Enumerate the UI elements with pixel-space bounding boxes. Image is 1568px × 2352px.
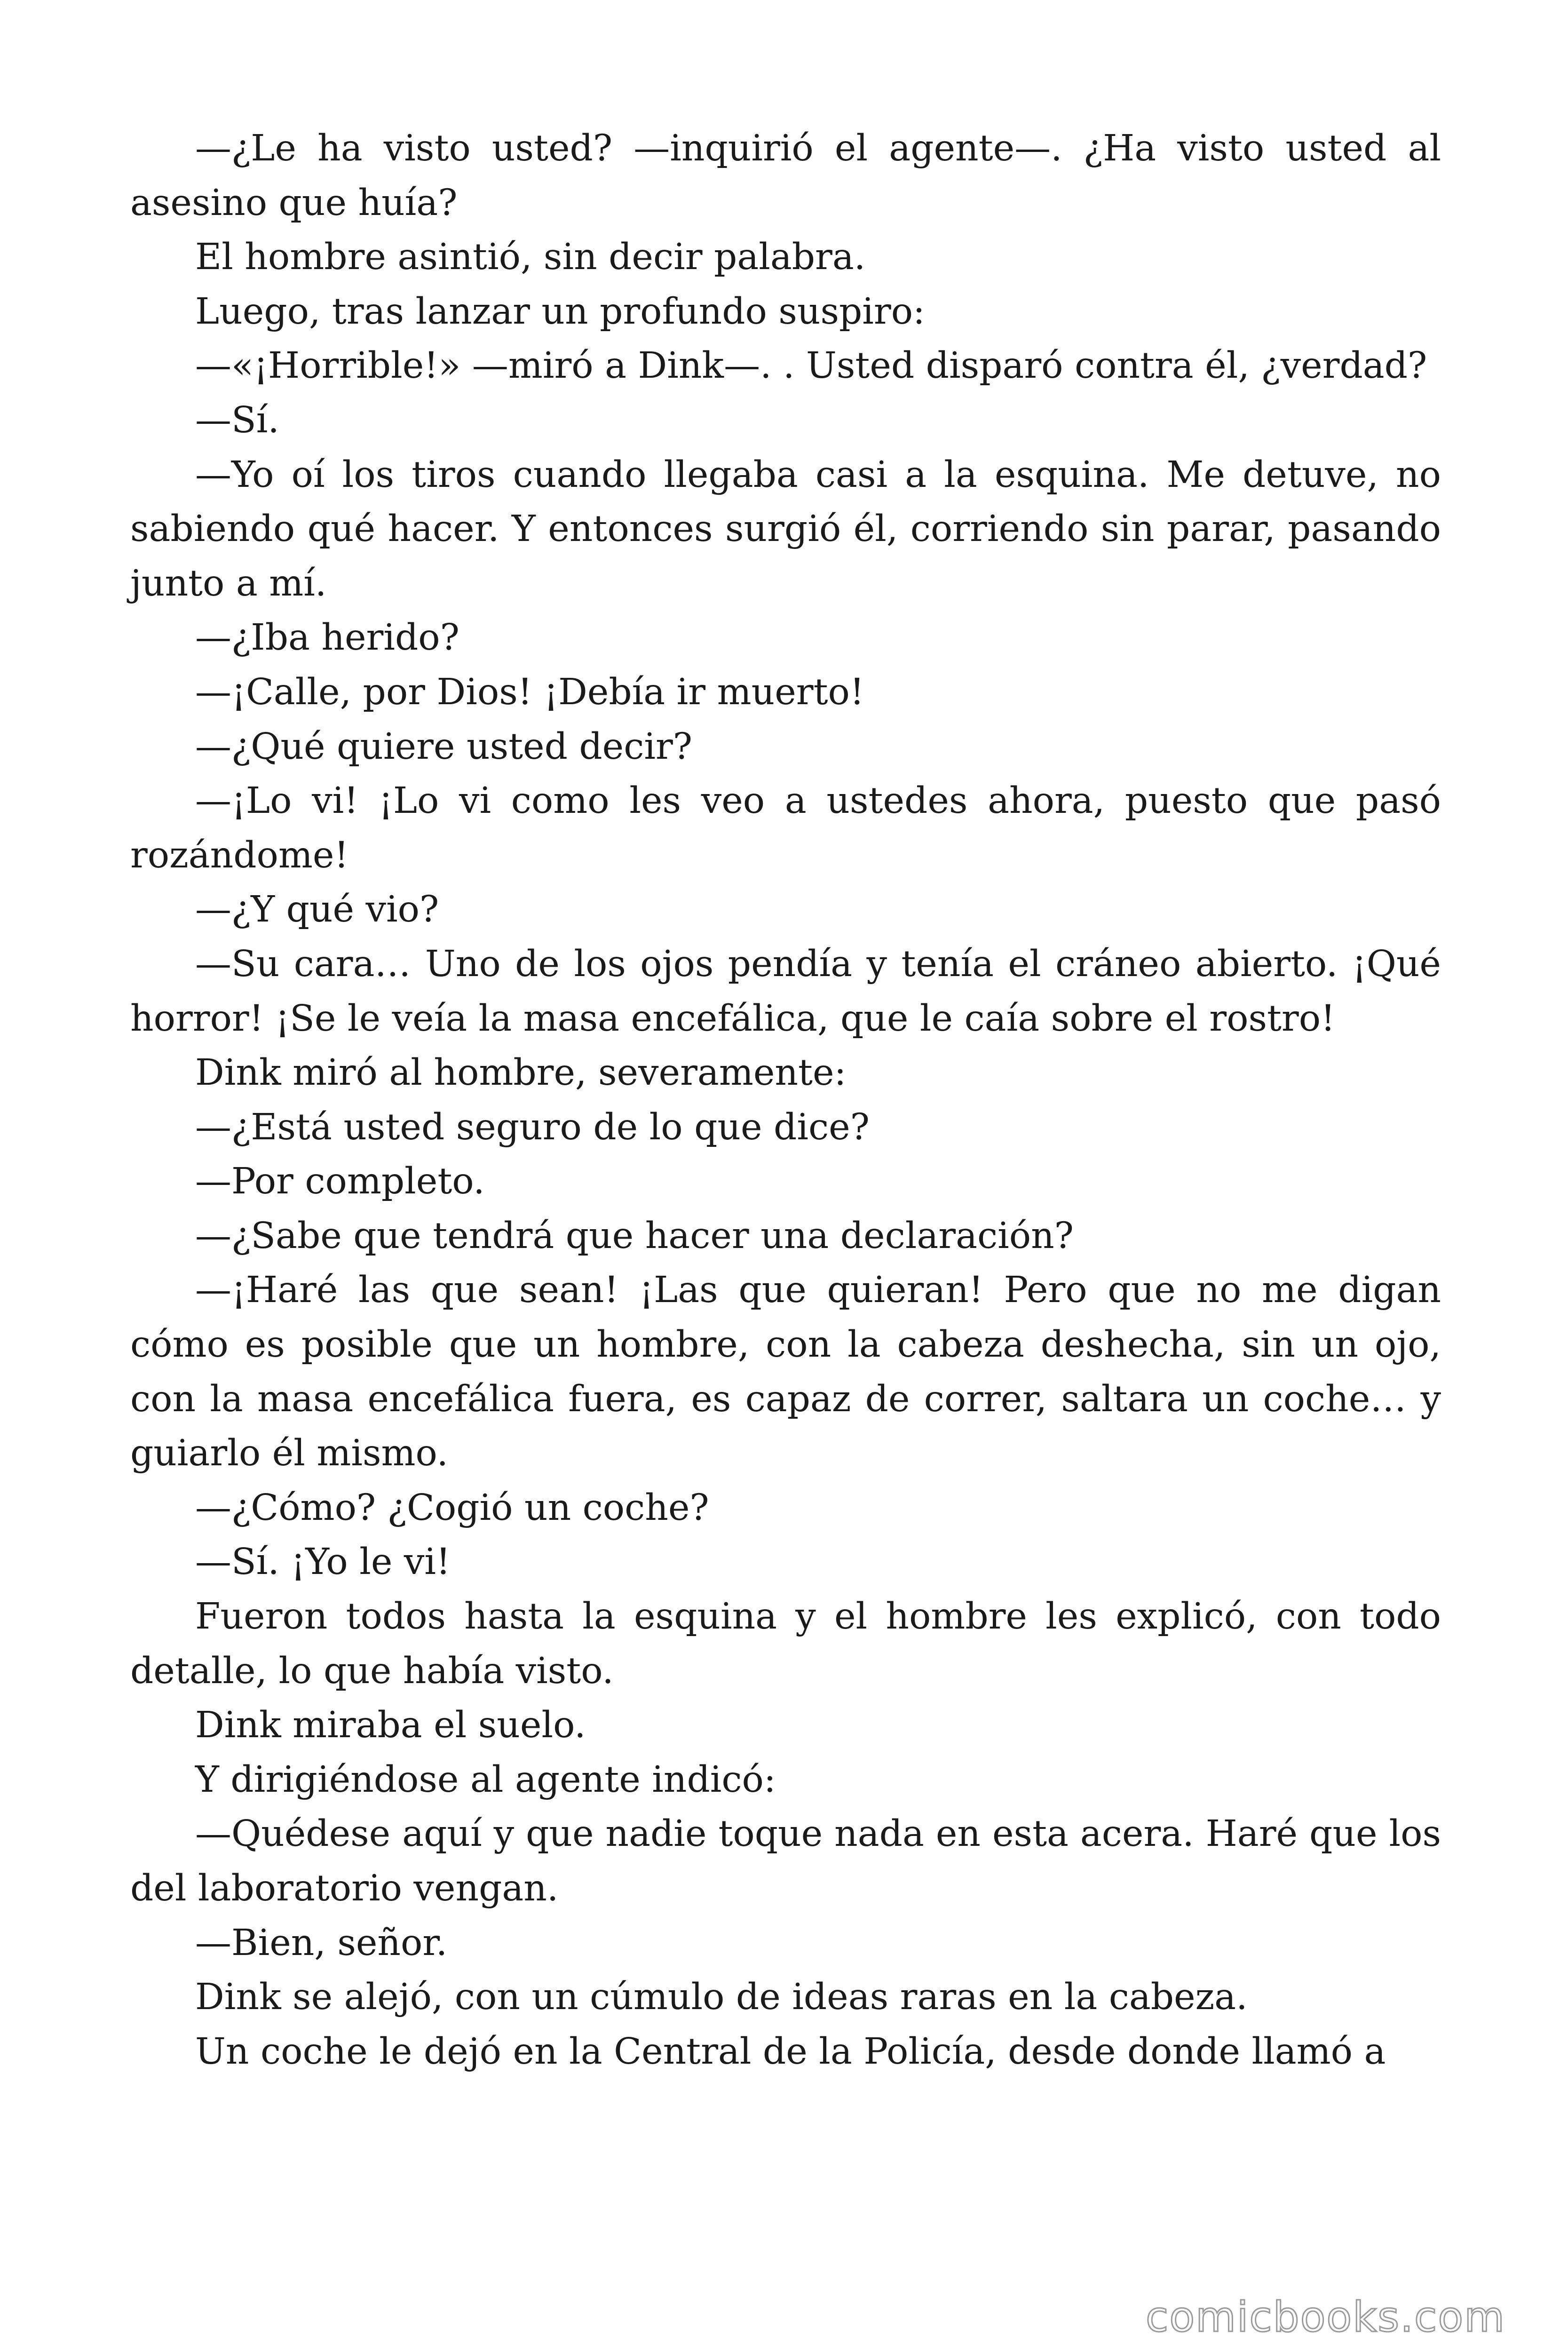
paragraph: —Quédese aquí y que nadie toque nada en esta acera. Haré que los del laboratorio vengan. [130, 1813, 1441, 1909]
paragraph: —¿Cómo? ¿Cogió un coche? [195, 1486, 709, 1529]
body-text [130, 121, 1441, 2079]
paragraph: —Por completo. [195, 1160, 485, 1203]
paragraph: —Yo oí los tiros cuando llegaba casi a la esquina. Me detuve, no sabiendo qué hacer. Y entonces surgió él, corriendo sin parar, pasando junto a mí. [130, 453, 1441, 604]
paragraph: —¿Qué quiere usted decir? [195, 725, 693, 768]
paragraph: —Su cara… Uno de los ojos pendía y tenía el cráneo abierto. ¡Qué horror! ¡Se le veía la masa encefálica, que le caía sobre el rostro! [130, 943, 1441, 1040]
paragraph: —¿Iba herido? [195, 617, 459, 659]
paragraph: Fueron todos hasta la esquina y el hombre les explicó, con todo detalle, lo que había visto. [130, 1596, 1441, 1692]
paragraph: Un coche le dejó en la Central de la Policía, desde donde llamó a [195, 2030, 1386, 2073]
paragraph: —¿Sabe que tendrá que hacer una declaración? [195, 1215, 1074, 1257]
paragraph: —Sí. ¡Yo le vi! [195, 1541, 451, 1583]
paragraph: —Sí. [195, 399, 279, 441]
paragraph: Dink miraba el suelo. [195, 1704, 586, 1747]
paragraph: —¿Y qué vio? [195, 889, 439, 931]
paragraph: —«¡Horrible!» —miró a Dink—. . Usted disparó contra él, ¿verdad? [195, 345, 1427, 387]
paragraph: El hombre asintió, sin decir palabra. [195, 236, 866, 278]
paragraph: —¡Haré las que sean! ¡Las que quieran! Pero que no me digan cómo es posible que un hombre, con la cabeza deshecha, sin un ojo, con la masa encefálica fuera, es capaz de correr, saltara un coche… y guiarlo él mismo. [130, 1269, 1441, 1475]
paragraph: Dink se alejó, con un cúmulo de ideas raras en la cabeza. [195, 1976, 1248, 2018]
paragraph: —¿Le ha visto usted? —inquirió el agente—. ¿Ha visto usted al asesino que huía? [130, 127, 1441, 224]
paragraph: —¿Está usted seguro de lo que dice? [195, 1106, 870, 1148]
watermark: comicbooks.com [1145, 2293, 1505, 2341]
paragraph: —Bien, señor. [195, 1922, 448, 1964]
paragraph: —¡Calle, por Dios! ¡Debía ir muerto! [195, 671, 864, 713]
paragraph: Dink miró al hombre, severamente: [195, 1052, 847, 1094]
paragraph: —¡Lo vi! ¡Lo vi como les veo a ustedes ahora, puesto que pasó rozándome! [130, 780, 1441, 876]
paragraph: Luego, tras lanzar un profundo suspiro: [195, 290, 925, 333]
paragraph: Y dirigiéndose al agente indicó: [195, 1758, 776, 1801]
